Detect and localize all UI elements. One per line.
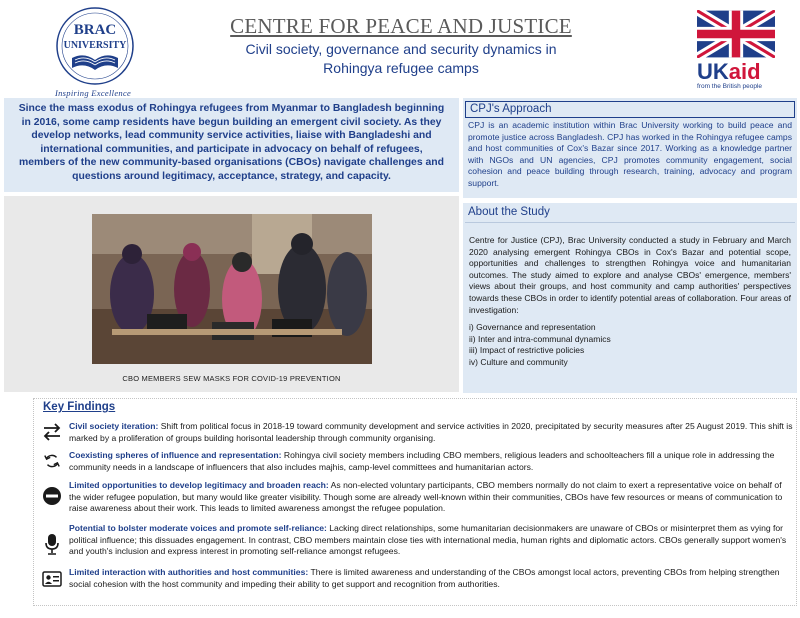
brac-tagline: Inspiring Excellence bbox=[55, 88, 132, 98]
ukaid-wordmark bbox=[697, 60, 777, 84]
finding-heading: Coexisting spheres of influence and representation: bbox=[69, 450, 282, 460]
id-card-icon bbox=[42, 571, 62, 587]
university-name: UNIVERSITY bbox=[63, 40, 127, 51]
key-findings-section bbox=[33, 398, 797, 606]
approach-heading: CPJ's Approach bbox=[465, 101, 795, 118]
list-item: iv) Culture and community bbox=[469, 356, 568, 367]
ukaid-uk: UK bbox=[697, 59, 729, 84]
ukaid-logo bbox=[697, 10, 777, 90]
study-section bbox=[463, 203, 797, 393]
photo-panel bbox=[4, 196, 459, 392]
study-heading: About the Study bbox=[465, 203, 795, 223]
finding-heading: Potential to bolster moderate voices and promote self-reliance: bbox=[69, 523, 327, 533]
approach-text: CPJ is an academic institution within Brac University working to build peace and promote justice across Bangladesh. CPJ has worked in the Rohingya refugee camps and host communities of Cox's Bazar since 2017. Working as a knowledge partner with NGOs and UN agencies, CPJ promotes community engagement, social cohesion and peace building through research, training, advocacy and program support. bbox=[468, 120, 792, 188]
study-text: Centre for Justice (CPJ), Brac University conducted a study in February and March 2020 analysing emergent Rohingya CBOs in Cox's Bazar and potential scope, opportunities and challenges to strengthen Rohingya voice and humanitarian outcomes. The study aimed to explore and analyse CBOs' emergence, members' views about their groups, and host community and camp authorities' perspectives towards these CBOs in order to identify potential areas of collaboration. Four areas of investigation: bbox=[469, 235, 791, 315]
page-header bbox=[230, 14, 572, 78]
approach-section bbox=[463, 98, 797, 198]
page-subtitle-line-1: Civil society, governance and security dynamics in bbox=[245, 41, 557, 57]
page-subtitle-line-2: Rohingya refugee camps bbox=[323, 60, 479, 76]
ukaid-aid: aid bbox=[728, 59, 761, 84]
union-jack-flag-icon bbox=[697, 10, 775, 58]
finding-body: Rohingya civil society members including CBO members, religious leaders and schoolteachers fill a unique role in addressing the community needs in a landscape of influencers that also includes majhis, camp-level committees and humanitarian actors. bbox=[69, 450, 775, 472]
finding-heading: Civil society iteration: bbox=[69, 421, 159, 431]
study-areas-list bbox=[463, 316, 797, 368]
finding-text bbox=[69, 421, 793, 444]
finding-text bbox=[69, 480, 793, 515]
finding-text bbox=[69, 523, 793, 558]
org-title: CENTRE FOR PEACE AND JUSTICE bbox=[230, 14, 572, 38]
arrows-exchange-icon bbox=[41, 421, 63, 443]
finding-text bbox=[69, 567, 793, 590]
finding-body: There is limited awareness and understanding of the CBOs amongst local actors, preventing CBOs from helping strengthen social cohesion with the host community and impeding their ability to get support and recognition from authorities. bbox=[69, 567, 780, 589]
sewing-photo bbox=[92, 214, 372, 364]
cycle-icon bbox=[43, 452, 61, 470]
finding-body: Shift from political focus in 2018-19 toward community development and service activities in 2020, precipitated by security measures after 25 August 2019. This shift is marked by a proliferation of groups building horisontal leadership through community organising. bbox=[69, 421, 793, 443]
intro-summary: Since the mass exodus of Rohingya refugees from Myanmar to Bangladesh beginning in 2016, some camp residents have begun building an emergent civil society. As they develop networks, lead community service activities, liaise with Bangladeshi and international communities, and participate in advocacy on behalf of refugees, members of the new community-based organisations (CBOs) navigate challenges and questions around legitimacy, acceptance, strategy, and capacity. bbox=[4, 98, 459, 192]
finding-heading: Limited opportunities to develop legitimacy and broaden reach: bbox=[69, 480, 329, 490]
finding-text bbox=[69, 450, 793, 473]
minus-circle-icon bbox=[42, 486, 62, 506]
finding-body: Lacking direct relationships, some humanitarian decisionmakers are unaware of CBOs or misinterpret them as vying for political influence; this dissuades engagement. In contrast, CBO members maintain close ties with international media, human rights and diplomatic actors. CBOs generally support women's and youth's inclusion and express interest in promoting self-reliance amongst refugees. bbox=[69, 523, 787, 557]
finding-heading: Limited interaction with authorities and host communities: bbox=[69, 567, 309, 577]
ukaid-tagline: from the British people bbox=[697, 83, 763, 90]
brac-university-logo bbox=[50, 6, 140, 90]
microphone-icon bbox=[44, 533, 60, 555]
photo-caption: CBO MEMBERS SEW MASKS FOR COVID-19 PREVENTION bbox=[122, 374, 341, 383]
key-findings-title: Key Findings bbox=[43, 401, 116, 413]
list-item: ii) Inter and intra-communal dynamics bbox=[469, 333, 611, 344]
list-item: iii) Impact of restrictive policies bbox=[469, 345, 585, 356]
finding-body: As non-elected voluntary participants, CBO members normally do not claim to exert a representative voice on behalf of the wider refugee population, but many would like greater visibility. Though some are already well-known within their communities, CBOs have few resources or means of communication to raise awareness about their work. This leads to limited awareness amongst the refugee population. bbox=[69, 480, 783, 514]
brac-name: BRAC bbox=[73, 22, 117, 38]
list-item: i) Governance and representation bbox=[469, 322, 596, 333]
